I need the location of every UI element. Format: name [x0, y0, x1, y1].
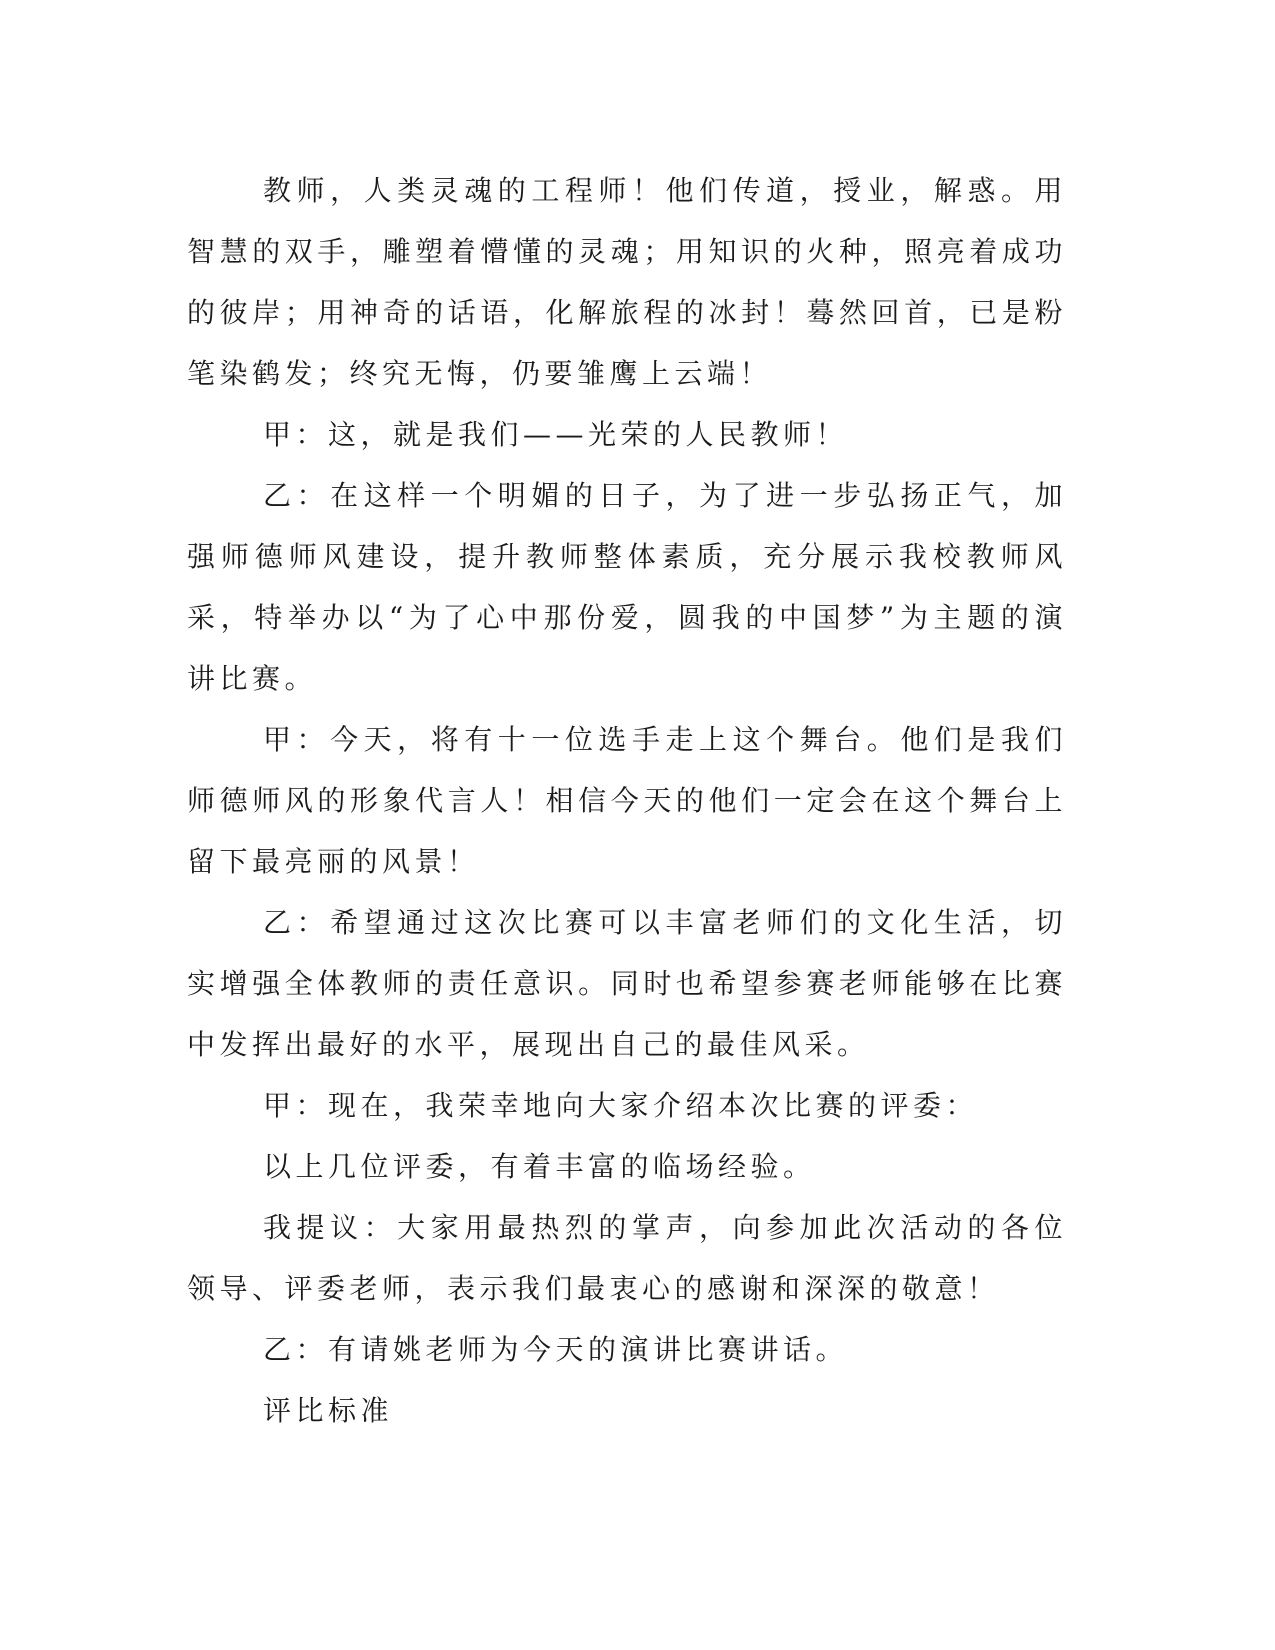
paragraph-intro: 教师，人类灵魂的工程师！他们传道，授业，解惑。用智慧的双手，雕塑着懵懂的灵魂；用知识的火种，照亮着成功的彼岸；用神奇的话语，化解旅程的冰封！蓦然回首，已是粉笔染鹤发；终究无悔，仍要雏鹰上云端！	[187, 174, 1067, 390]
paragraph-jia-2: 甲：今天，将有十一位选手走上这个舞台。他们是我们师德师风的形象代言人！相信今天的他们一定会在这个舞台上留下最亮丽的风景！	[187, 723, 1067, 878]
document-body	[187, 160, 1067, 1441]
paragraph-jia-3: 甲：现在，我荣幸地向大家介绍本次比赛的评委：	[263, 1089, 979, 1122]
paragraph-jia-1: 甲：这，就是我们——光荣的人民教师！	[263, 418, 849, 451]
paragraph-yi-1: 乙：在这样一个明媚的日子，为了进一步弘扬正气，加强师德师风建设，提升教师整体素质，充分展示我校教师风采，特举办以“为了心中那份爱，圆我的中国梦”为主题的演讲比赛。	[187, 479, 1067, 695]
paragraph-applause: 我提议：大家用最热烈的掌声，向参加此次活动的各位领导、评委老师，表示我们最衷心的感谢和深深的敬意！	[187, 1211, 1067, 1305]
paragraph-criteria-heading: 评比标准	[263, 1394, 394, 1427]
paragraph-yi-3: 乙：有请姚老师为今天的演讲比赛讲话。	[263, 1333, 849, 1366]
paragraph-yi-2: 乙：希望通过这次比赛可以丰富老师们的文化生活，切实增强全体教师的责任意识。同时也希望参赛老师能够在比赛中发挥出最好的水平，展现出自己的最佳风采。	[187, 906, 1067, 1061]
paragraph-judges: 以上几位评委，有着丰富的临场经验。	[263, 1150, 816, 1183]
